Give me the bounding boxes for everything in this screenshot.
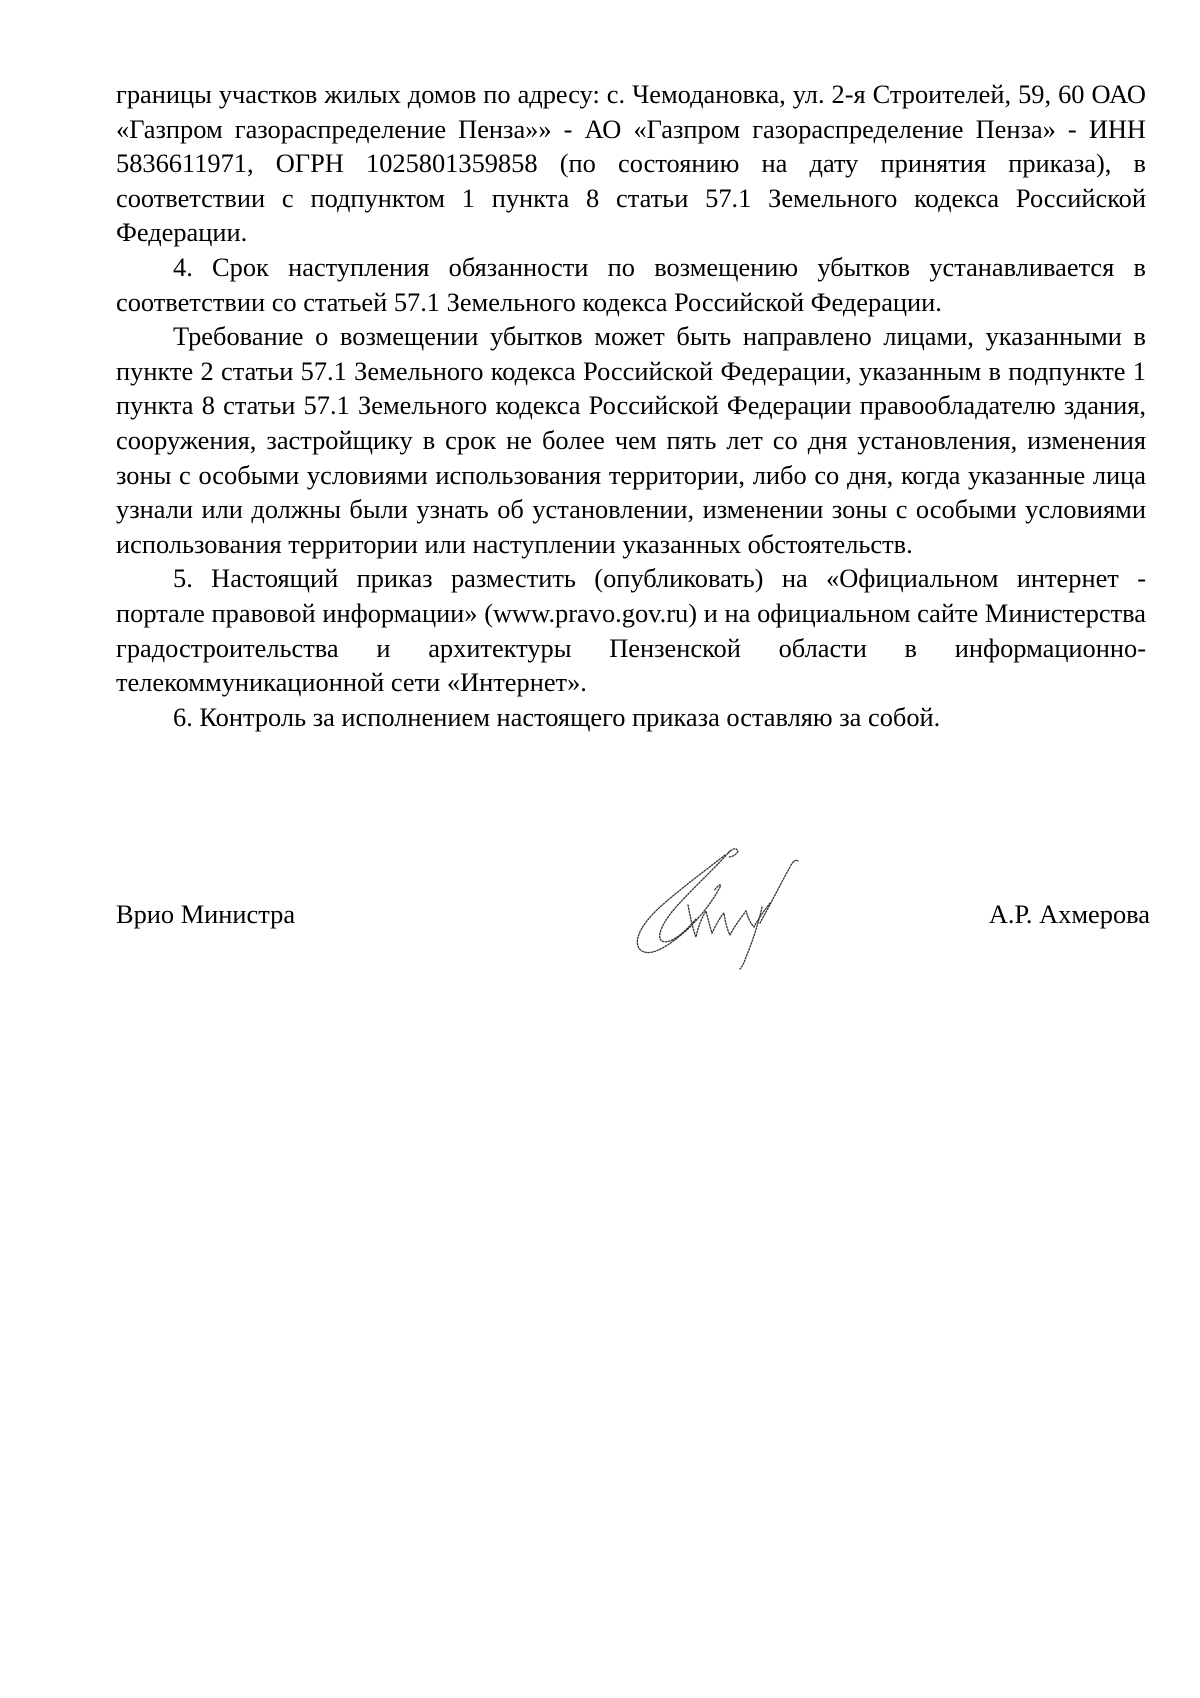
handwritten-signature-icon: [630, 845, 830, 970]
paragraph-boundaries-continuation: границы участков жилых домов по адресу: с. Чемодановка, ул. 2-я Строителей, 59, 60 ОАО «Газпром газораспределение Пенза»» - АО «Газпром газораспределение Пенза» - ИНН 5836611971, ОГРН 1025801359858 (по состоянию на дату принятия приказа), в соответствии с подпунктом 1 пункта 8 статьи 57.1 Земельного кодекса Российской Федерации.: [116, 79, 1146, 248]
paragraph-item-4-damages-deadline: 4. Срок наступления обязанности по возмещению убытков устанавливается в соответствии со статьей 57.1 Земельного кодекса Российской Федерации.: [116, 251, 1146, 317]
paragraph-item-5-publication: 5. Настоящий приказ разместить (опубликовать) на «Официальном интернет - портале правовой информации» (www.pravo.gov.ru) и на официальном сайте Министерства градостроительства и архитектуры Пензенской области в информационно-телекоммуникационной сети «Интернет».: [116, 563, 1146, 698]
paragraph-damages-claim: Требование о возмещении убытков может быть направлено лицами, указанными в пункте 2 статьи 57.1 Земельного кодекса Российской Федерации, указанным в подпункте 1 пункта 8 статьи 57.1 Земельного кодекса Российской Федерации правообладателю здания, сооружения, застройщику в срок не более чем пять лет со дня установления, изменения зоны с особыми условиями использования территории, либо со дня, когда указанные лица узнали или должны были узнать об установлении, изменении зоны с особыми условиями использования территории или наступлении указанных обстоятельств.: [116, 321, 1146, 559]
document-body: [116, 77, 1146, 734]
signatory-name: А.Р. Ахмерова: [988, 899, 1150, 929]
paragraph-item-6-control: 6. Контроль за исполнением настоящего приказа оставляю за собой.: [173, 701, 941, 732]
signatory-position: Врио Министра: [116, 899, 296, 929]
